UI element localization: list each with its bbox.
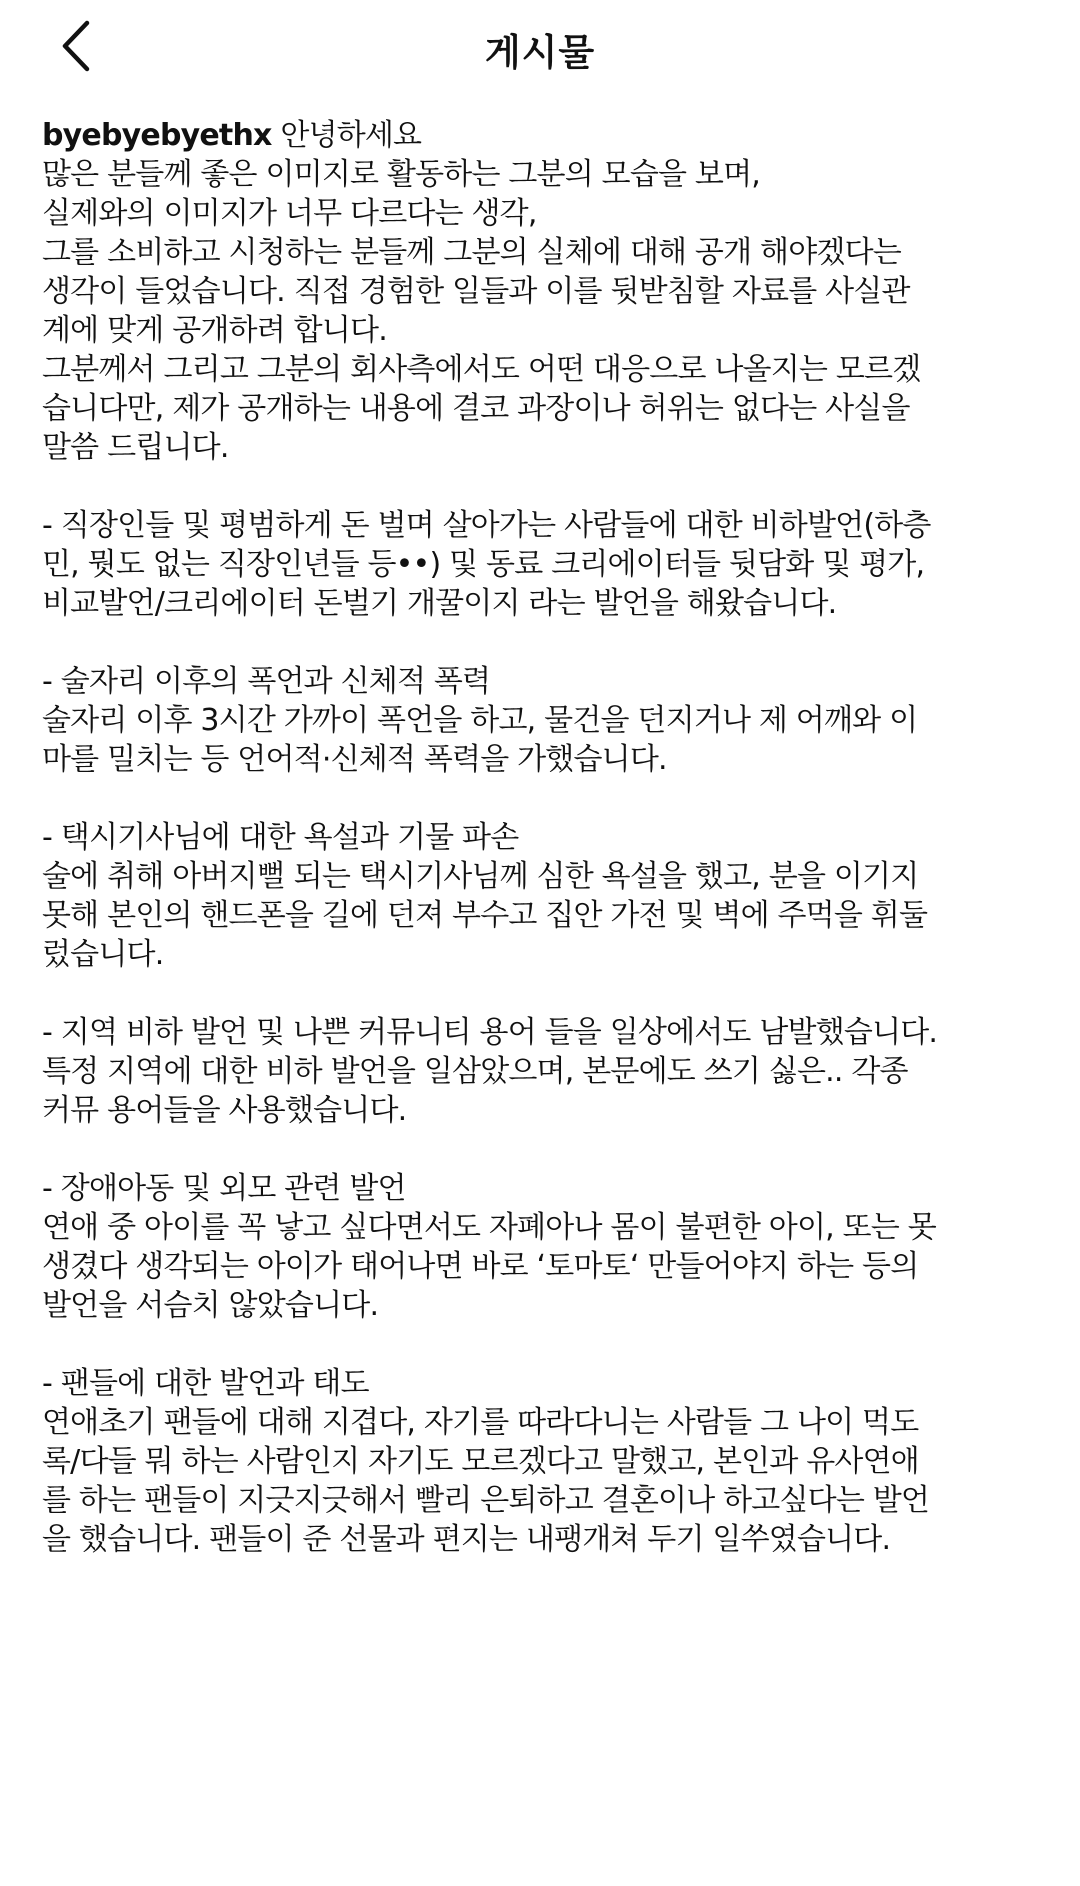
post-text-line: 커뮤 용어들을 사용했습니다. [42,1093,407,1128]
post-text-line: 록/다들 뭐 하는 사람인지 자기도 모르겠다고 말했고, 본인과 유사연애 [42,1444,919,1479]
post-text-line: - 장애아동 및 외모 관련 발언 [42,1171,406,1206]
paragraph-gap [42,1130,1052,1169]
paragraph-gap [42,974,1052,1013]
post-text-line: 특정 지역에 대한 비하 발언을 일삼았으며, 본문에도 쓰기 싫은.. 각종 [42,1054,908,1089]
post-text-line: - 택시기사님에 대한 욕설과 기물 파손 [42,820,519,855]
post-text-line: 그를 소비하고 시청하는 분들께 그분의 실체에 대해 공개 해야겠다는 [42,235,901,270]
post-text-line: 말씀 드립니다. [42,430,229,465]
post-greeting: 안녕하세요 [271,118,422,153]
post-text-line: - 팬들에 대한 발언과 태도 [42,1366,369,1401]
post-text-line: 술에 취해 아버지뻘 되는 택시기사님께 심한 욕설을 했고, 분을 이기지 [42,859,919,894]
post-text-line: 많은 분들께 좋은 이미지로 활동하는 그분의 모습을 보며, [42,157,761,192]
post-text-line: 렀습니다. [42,937,164,972]
post-text-line: 를 하는 팬들이 지긋지긋해서 빨리 은퇴하고 결혼이나 하고싶다는 발언 [42,1483,930,1518]
post-text-line: 을 했습니다. 팬들이 준 선물과 편지는 내팽개쳐 두기 일쑤였습니다. [42,1522,891,1557]
post-text-line: 생겼다 생각되는 아이가 태어나면 바로 ‘토마토‘ 만들어야지 하는 등의 [42,1249,919,1284]
post-text-line: 습니다만, 제가 공개하는 내용에 결코 과장이나 허위는 없다는 사실을 [42,391,910,426]
post-username[interactable]: byebyebyethx [42,118,272,153]
paragraph-gap [42,779,1052,818]
post-text-line: 연애초기 팬들에 대해 지겹다, 자기를 따라다니는 사람들 그 나이 먹도 [42,1405,919,1440]
post-text-line: 마를 밀치는 등 언어적·신체적 폭력을 가했습니다. [42,742,667,777]
post-text-line: 연애 중 아이를 꼭 낳고 싶다면서도 자폐아나 몸이 불편한 아이, 또는 못 [42,1210,936,1245]
paragraph-gap [42,1325,1052,1364]
post-text-line: 생각이 들었습니다. 직접 경험한 일들과 이를 뒷받침할 자료를 사실관 [42,274,910,309]
post-text-line: 비교발언/크리에이터 돈벌기 개꿀이지 라는 발언을 해왔습니다. [42,586,837,621]
post-text-line: 못해 본인의 핸드폰을 길에 던져 부수고 집안 가전 및 벽에 주먹을 휘둘 [42,898,928,933]
page-title: 게시물 [484,31,596,74]
post-text-line: 실제와의 이미지가 너무 다르다는 생각, [42,196,537,231]
post-body [42,116,1052,1559]
paragraph-gap [42,467,1052,506]
post-intro-line [42,116,1052,155]
post-text-line: - 술자리 이후의 폭언과 신체적 폭력 [42,664,491,699]
post-text-line: 민, 뭣도 없는 직장인년들 등••) 및 동료 크리에이터들 뒷담화 및 평가, [42,547,925,582]
post-text-line: - 지역 비하 발언 및 나쁜 커뮤니티 용어 들을 일상에서도 남발했습니다. [42,1015,938,1050]
post-text-line: 술자리 이후 3시간 가까이 폭언을 하고, 물건을 던지거나 제 어깨와 이 [42,703,918,738]
top-bar [0,0,1080,106]
post-text-line: - 직장인들 및 평범하게 돈 벌며 살아가는 사람들에 대한 비하발언(하층 [42,508,931,543]
post-text-line: 계에 맞게 공개하려 합니다. [42,313,387,348]
post-paragraphs [42,155,1052,1559]
paragraph-gap [42,623,1052,662]
post-text-line: 발언을 서슴치 않았습니다. [42,1288,379,1323]
post-text-line: 그분께서 그리고 그분의 회사측에서도 어떤 대응으로 나올지는 모르겠 [42,352,921,387]
